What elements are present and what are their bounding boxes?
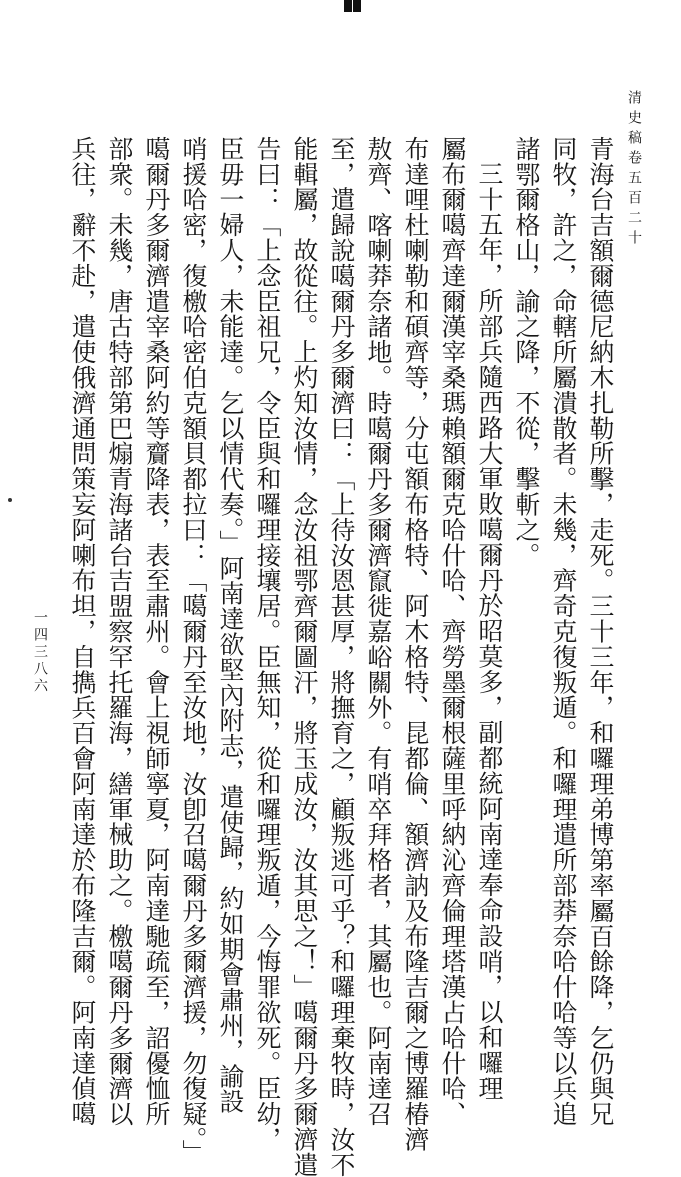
text-column: 臣毋一婦人，未能達。乞以情代奏。」阿南達欲堅內附志，遣使歸，約如期會肅州，諭設 bbox=[216, 136, 245, 1115]
top-edge-mark bbox=[353, 0, 361, 12]
text-column: 能輯屬，故從往。上灼知汝情，念汝祖鄂齊爾圖汗，將玉成汝，汝其思之！」噶爾丹多爾濟遣 bbox=[290, 136, 319, 1177]
page-number: 一四三八六 bbox=[32, 610, 48, 695]
top-edge-mark bbox=[344, 0, 352, 12]
scan-speck bbox=[8, 498, 12, 502]
text-column: 部衆。未幾，唐古特部第巴煽青海諸台吉盟察罕托羅海，繕軍械助之。檄噶爾丹多爾濟以 bbox=[105, 136, 134, 1127]
text-column: 諸鄂爾格山，諭之降，不從，擊斬之。 bbox=[512, 136, 541, 568]
text-column: 噶爾丹多爾濟遣宰桑阿約等齎降表，表至肅州。會上視師寧夏，阿南達馳疏至，詔優恤所 bbox=[142, 136, 171, 1127]
text-column: 青海台吉額爾德尼納木扎勒所擊，走死。三十三年，和囉理弟博第率屬百餘降，乞仍與兄 bbox=[586, 136, 615, 1127]
text-column: 兵往，辭不赴，遣使俄濟通問策妄阿喇布坦，自擕兵百會阿南達於布隆吉爾。阿南達偵噶 bbox=[68, 136, 97, 1127]
text-column: 屬布爾噶齊達爾漢宰桑瑪賴額爾克哈什哈、齊勞墨爾根薩里呼納沁齊倫理塔漢占哈什哈、 bbox=[438, 136, 467, 1127]
text-column: 布達哩杜喇勒和碩齊等，分屯額布格特、阿木格特、昆都倫、額濟訥及布隆吉爾之博羅椿濟 bbox=[401, 136, 430, 1152]
text-column: 敖齊、喀喇莽奈諸地。時噶爾丹多爾濟竄徙嘉峪關外。有哨卒拜格者，其屬也。阿南達召 bbox=[364, 136, 393, 1127]
text-column: 同牧，許之，命轄所屬潰散者。未幾，齊奇克復叛遁。和囉理遣所部莽奈哈什哈等以兵追 bbox=[549, 136, 578, 1127]
text-column: 哨援哈密，復檄哈密伯克額貝都拉曰：「噶爾丹至汝地，汝卽召噶爾丹多爾濟援，勿復疑。」 bbox=[179, 136, 208, 1165]
text-column: 告曰：「上念臣祖兄，令臣與和囉理接壤居。臣無知，從和囉理叛遁，今悔罪欲死。臣幼， bbox=[253, 136, 282, 1152]
text-column: 三十五年，所部兵隨西路大軍敗噶爾丹於昭莫多，副都統阿南達奉命設哨，以和囉理 bbox=[475, 161, 504, 1101]
running-header-title: 清史稿卷五百二十 bbox=[626, 90, 642, 250]
text-column: 至，遣歸說噶爾丹多爾濟曰：「上待汝恩甚厚，將撫育之，顧叛逃可乎？和囉理棄牧時，汝不 bbox=[327, 136, 356, 1177]
